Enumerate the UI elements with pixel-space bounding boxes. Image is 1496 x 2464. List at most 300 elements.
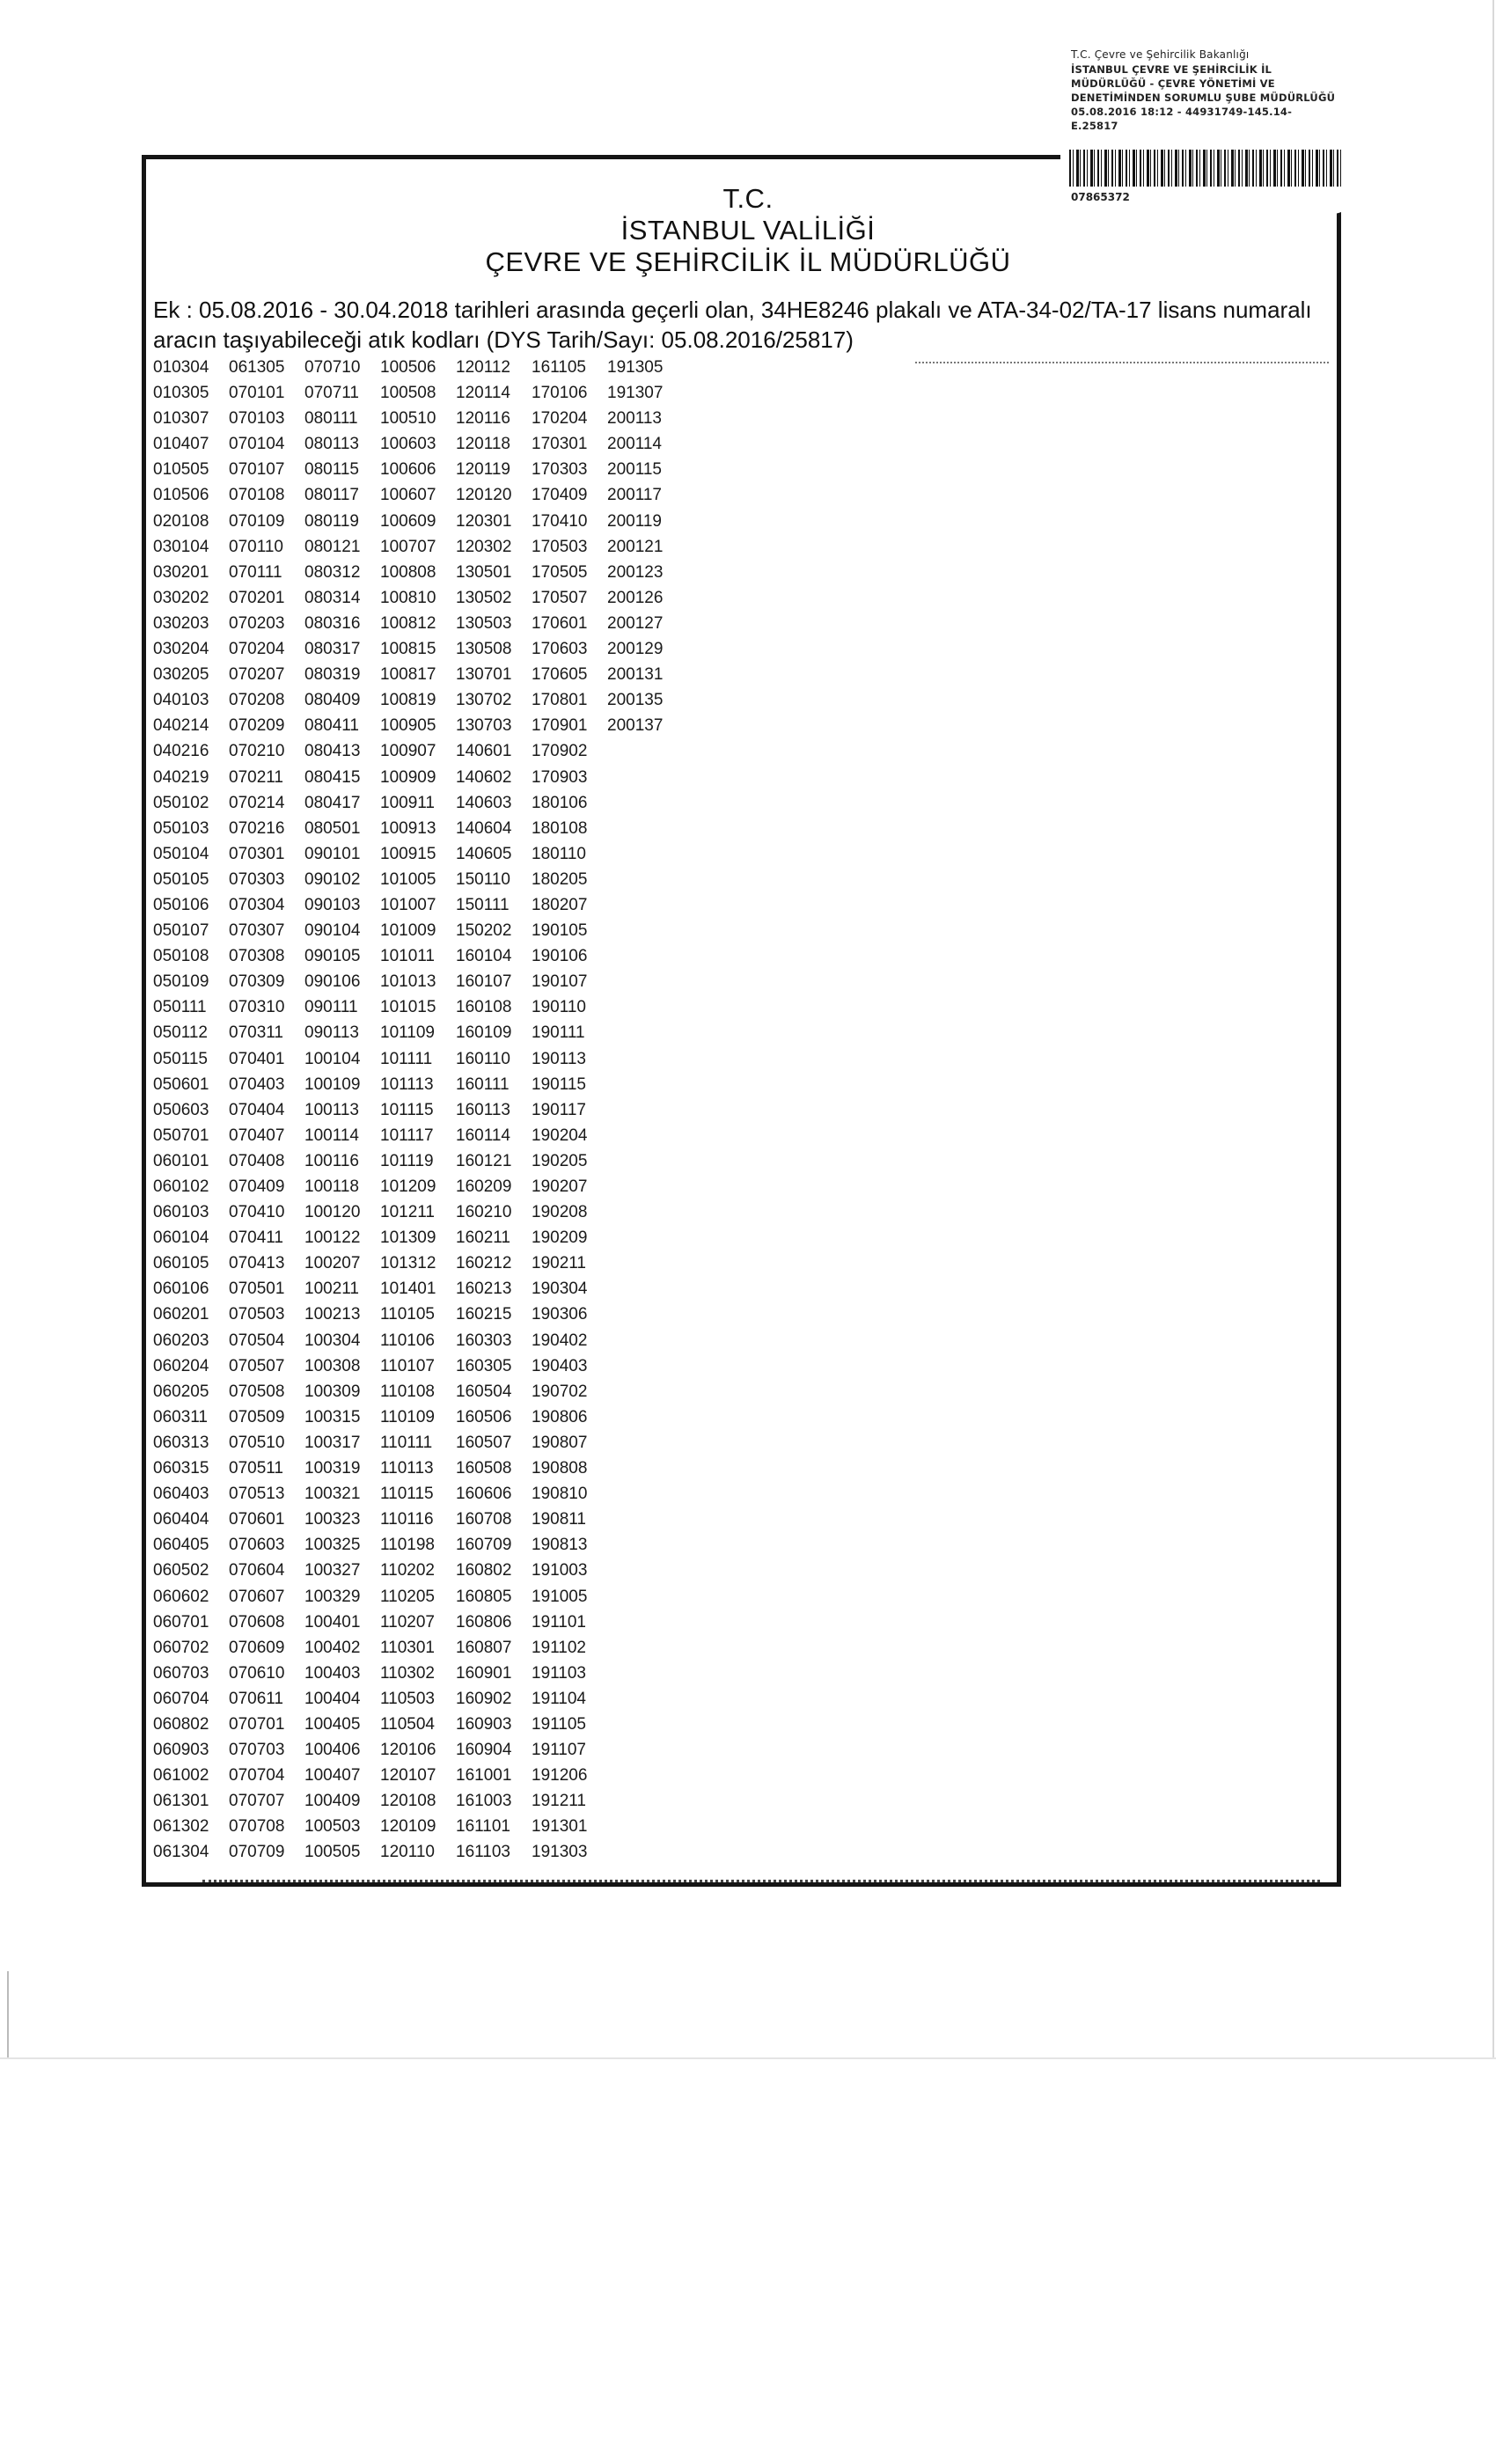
waste-code: 200127: [607, 613, 664, 633]
waste-code: 070403: [229, 1074, 285, 1094]
waste-code: 160807: [456, 1638, 512, 1657]
waste-code: 190209: [532, 1228, 588, 1248]
code-row: [153, 1737, 683, 1763]
waste-code: 190115: [532, 1074, 586, 1094]
code-row: [153, 380, 683, 406]
waste-code: 060602: [153, 1587, 209, 1606]
waste-code: 130703: [456, 716, 512, 736]
waste-code: 190811: [532, 1510, 586, 1529]
code-row: [153, 534, 683, 560]
waste-code: 110302: [380, 1663, 435, 1683]
waste-code: 050109: [153, 972, 209, 992]
waste-code: 090101: [304, 844, 361, 863]
waste-code: 070508: [229, 1382, 285, 1401]
code-row: [153, 662, 683, 687]
code-row: [153, 482, 683, 508]
scan-artifact-line: [915, 362, 1329, 363]
waste-code: 050107: [153, 921, 209, 941]
waste-code: 080113: [304, 435, 359, 454]
waste-code: 061305: [229, 358, 285, 377]
waste-code: 190106: [532, 947, 588, 966]
waste-code: 050103: [153, 818, 209, 838]
waste-code: 060201: [153, 1305, 209, 1324]
waste-code: 100907: [380, 742, 436, 761]
code-row: [153, 1456, 683, 1481]
waste-code: 191301: [532, 1817, 588, 1837]
waste-code: 070413: [229, 1254, 285, 1273]
page-edge-bottom: [0, 2057, 1496, 2059]
waste-code: 100603: [380, 435, 436, 454]
code-row: [153, 994, 683, 1020]
waste-code: 200137: [607, 716, 664, 736]
waste-code: 070601: [229, 1510, 285, 1529]
waste-code: 010506: [153, 486, 209, 505]
waste-code: 160108: [456, 998, 512, 1017]
waste-code: 070308: [229, 947, 285, 966]
code-row: [153, 1072, 683, 1097]
waste-code: 070210: [229, 742, 285, 761]
waste-code: 170106: [532, 384, 588, 403]
waste-code: 070309: [229, 972, 285, 992]
waste-code: 160902: [456, 1689, 512, 1708]
waste-code: 100707: [380, 537, 436, 556]
waste-code: 100401: [304, 1612, 361, 1632]
waste-code: 160213: [456, 1280, 512, 1299]
waste-code: 160806: [456, 1612, 512, 1632]
waste-code: 070404: [229, 1100, 285, 1119]
code-row: [153, 1302, 683, 1327]
waste-code: 070207: [229, 665, 285, 685]
waste-code: 070708: [229, 1817, 285, 1837]
waste-code: 191101: [532, 1612, 586, 1632]
waste-code: 070204: [229, 640, 285, 659]
code-row: [153, 713, 683, 738]
code-row: [153, 738, 683, 764]
waste-code: 061304: [153, 1843, 209, 1862]
waste-code: 101209: [380, 1177, 436, 1196]
waste-code: 200114: [607, 435, 662, 454]
waste-code: 030201: [153, 562, 209, 582]
waste-code: 030204: [153, 640, 209, 659]
waste-code: 190110: [532, 998, 586, 1017]
waste-code: 050108: [153, 947, 209, 966]
code-row: [153, 355, 683, 380]
waste-code: 170301: [532, 435, 588, 454]
waste-code: 100118: [304, 1177, 359, 1196]
waste-code: 190306: [532, 1305, 588, 1324]
waste-code: 161003: [456, 1792, 512, 1811]
waste-code: 140601: [456, 742, 512, 761]
waste-code: 190204: [532, 1126, 588, 1145]
code-row: [153, 1558, 683, 1583]
waste-code: 120301: [456, 511, 512, 531]
waste-code: 160506: [456, 1407, 512, 1426]
waste-code: 080119: [304, 511, 359, 531]
waste-code: 180106: [532, 793, 588, 812]
waste-code: 170507: [532, 588, 588, 607]
code-row: [153, 585, 683, 611]
code-row: [153, 1481, 683, 1507]
waste-code: 060204: [153, 1356, 209, 1375]
waste-code: 080115: [304, 460, 359, 480]
waste-code: 070609: [229, 1638, 285, 1657]
waste-code: 060105: [153, 1254, 209, 1273]
waste-code: 170410: [532, 511, 588, 531]
waste-code: 120106: [380, 1741, 436, 1760]
waste-code: 070709: [229, 1843, 285, 1862]
waste-code: 060315: [153, 1459, 209, 1478]
waste-code: 190806: [532, 1407, 588, 1426]
waste-code: 200131: [607, 665, 664, 685]
waste-code: 100323: [304, 1510, 361, 1529]
waste-code: 161001: [456, 1766, 512, 1786]
code-row: [153, 1123, 683, 1148]
waste-code: 120114: [456, 384, 510, 403]
waste-code: 160209: [456, 1177, 512, 1196]
code-row: [153, 636, 683, 662]
code-row: [153, 1584, 683, 1610]
waste-code: 101211: [380, 1203, 435, 1222]
waste-code: 101009: [380, 921, 436, 941]
waste-code: 110198: [380, 1536, 435, 1555]
waste-code: 100404: [304, 1689, 361, 1708]
stamp-line: İSTANBUL ÇEVRE VE ŞEHİRCİLİK İL: [1071, 63, 1272, 76]
waste-code: 050601: [153, 1074, 209, 1094]
waste-code: 120119: [456, 460, 510, 480]
code-row: [153, 431, 683, 457]
waste-code: 120109: [380, 1817, 436, 1837]
waste-code: 190810: [532, 1485, 588, 1504]
waste-code: 170601: [532, 613, 588, 633]
waste-code: 140602: [456, 767, 512, 787]
waste-code: 070103: [229, 409, 285, 429]
waste-code: 070513: [229, 1485, 285, 1504]
waste-code: 101013: [380, 972, 436, 992]
waste-code: 200119: [607, 511, 662, 531]
waste-code: 100909: [380, 767, 436, 787]
waste-code: 060703: [153, 1663, 209, 1683]
waste-code: 040103: [153, 691, 209, 710]
waste-code: 100329: [304, 1587, 361, 1606]
code-row: [153, 1020, 683, 1045]
waste-code: 080413: [304, 742, 361, 761]
waste-code: 170902: [532, 742, 588, 761]
waste-code: 180108: [532, 818, 588, 838]
stamp-line: MÜDÜRLÜĞÜ - ÇEVRE YÖNETİMİ VE: [1071, 77, 1275, 90]
waste-code: 100317: [304, 1433, 361, 1452]
waste-code: 100327: [304, 1561, 361, 1580]
waste-code: 160210: [456, 1203, 512, 1222]
waste-code: 070711: [304, 384, 359, 403]
waste-code: 090105: [304, 947, 361, 966]
waste-code: 070510: [229, 1433, 285, 1452]
code-row: [153, 1610, 683, 1635]
waste-code: 070410: [229, 1203, 285, 1222]
waste-code: 130503: [456, 613, 512, 633]
waste-code: 160212: [456, 1254, 512, 1273]
waste-code: 100309: [304, 1382, 361, 1401]
waste-code: 191107: [532, 1741, 586, 1760]
waste-code: 050112: [153, 1023, 208, 1043]
waste-code: 060102: [153, 1177, 209, 1196]
waste-code: 160110: [456, 1049, 510, 1068]
waste-code: 070707: [229, 1792, 285, 1811]
waste-code: 190807: [532, 1433, 588, 1452]
waste-code: 190205: [532, 1151, 588, 1170]
waste-code: 160111: [456, 1074, 510, 1094]
code-row: [153, 1712, 683, 1737]
stamp-line: T.C. Çevre ve Şehircilik Bakanlığı: [1071, 48, 1250, 61]
scan-artifact-line: [202, 1880, 1320, 1882]
code-row: [153, 1661, 683, 1686]
waste-code: 060702: [153, 1638, 209, 1657]
waste-code: 190107: [532, 972, 588, 992]
waste-code: 200135: [607, 691, 664, 710]
code-row: [153, 1353, 683, 1379]
waste-code: 160114: [456, 1126, 510, 1145]
code-row: [153, 1225, 683, 1250]
waste-code: 120107: [380, 1766, 436, 1786]
waste-code: 100319: [304, 1459, 361, 1478]
waste-code: 101011: [380, 947, 435, 966]
waste-code: 070504: [229, 1331, 285, 1350]
waste-code: 101401: [380, 1280, 436, 1299]
waste-code: 120108: [380, 1792, 436, 1811]
waste-code: 150111: [456, 895, 510, 914]
waste-code: 100109: [304, 1074, 361, 1094]
code-row: [153, 816, 683, 841]
waste-code: 110111: [380, 1433, 433, 1452]
waste-code: 070304: [229, 895, 285, 914]
code-row: [153, 1839, 683, 1865]
waste-code: 060701: [153, 1612, 209, 1632]
waste-code: 161105: [532, 358, 586, 377]
stamp-line: E.25817: [1071, 120, 1118, 132]
waste-code: 170503: [532, 537, 588, 556]
waste-code: 180205: [532, 869, 588, 889]
waste-code: 070407: [229, 1126, 285, 1145]
waste-code: 070611: [229, 1689, 283, 1708]
code-row: [153, 918, 683, 943]
barcode-icon: [1069, 150, 1344, 187]
waste-code: 070109: [229, 511, 285, 531]
waste-code: 130502: [456, 588, 512, 607]
waste-code: 120118: [456, 435, 510, 454]
waste-code: 070703: [229, 1741, 285, 1760]
waste-code: 060403: [153, 1485, 209, 1504]
waste-code: 010305: [153, 384, 209, 403]
waste-code: 161101: [456, 1817, 510, 1837]
waste-code: 200117: [607, 486, 662, 505]
page-edge-left: [7, 1971, 9, 2057]
waste-code: 170605: [532, 665, 588, 685]
waste-code: 090102: [304, 869, 361, 889]
waste-code: 191003: [532, 1561, 588, 1580]
waste-code: 060104: [153, 1228, 209, 1248]
waste-code: 110107: [380, 1356, 435, 1375]
waste-code: 080317: [304, 640, 361, 659]
waste-code: 030203: [153, 613, 209, 633]
waste-code: 100308: [304, 1356, 361, 1375]
waste-code: 160104: [456, 947, 512, 966]
code-row: [153, 687, 683, 713]
waste-code: 110205: [380, 1587, 435, 1606]
waste-code: 050102: [153, 793, 209, 812]
waste-code: 100315: [304, 1407, 361, 1426]
waste-code: 101109: [380, 1023, 435, 1043]
waste-code: 070110: [229, 537, 283, 556]
waste-code: 100506: [380, 358, 436, 377]
waste-code: 060106: [153, 1280, 209, 1299]
waste-code: 010505: [153, 460, 209, 480]
waste-code: 080415: [304, 767, 361, 787]
waste-code: 160507: [456, 1433, 512, 1452]
waste-code: 190207: [532, 1177, 588, 1196]
waste-code: 190111: [532, 1023, 585, 1043]
waste-code: 170801: [532, 691, 588, 710]
waste-code: 050106: [153, 895, 209, 914]
waste-code: 191303: [532, 1843, 588, 1862]
waste-code: 070501: [229, 1280, 285, 1299]
waste-code: 100606: [380, 460, 436, 480]
waste-code: 190702: [532, 1382, 588, 1401]
waste-code: 110301: [380, 1638, 435, 1657]
waste-code: 050603: [153, 1100, 209, 1119]
waste-code: 070101: [229, 384, 285, 403]
waste-code: 170303: [532, 460, 588, 480]
waste-code: 070710: [304, 358, 361, 377]
waste-code: 160107: [456, 972, 512, 992]
waste-code: 100304: [304, 1331, 361, 1350]
waste-code: 070409: [229, 1177, 285, 1196]
waste-code: 100510: [380, 409, 436, 429]
waste-code: 101117: [380, 1126, 434, 1145]
waste-code: 070604: [229, 1561, 285, 1580]
code-row: [153, 765, 683, 790]
waste-code: 070310: [229, 998, 285, 1017]
waste-code: 080411: [304, 716, 359, 736]
waste-code: 070107: [229, 460, 285, 480]
waste-code: 070603: [229, 1536, 285, 1555]
waste-code: 060101: [153, 1151, 209, 1170]
waste-code: 190402: [532, 1331, 588, 1350]
waste-code: 070610: [229, 1663, 285, 1683]
code-row: [153, 1199, 683, 1225]
waste-code: 100213: [304, 1305, 361, 1324]
code-row: [153, 611, 683, 636]
waste-code: 160504: [456, 1382, 512, 1401]
waste-code: 060502: [153, 1561, 209, 1580]
code-row: [153, 1250, 683, 1276]
waste-code: 070303: [229, 869, 285, 889]
header-valilik: İSTANBUL VALİLİĞİ: [620, 215, 876, 246]
waste-code: 160904: [456, 1741, 512, 1760]
waste-code: 120110: [380, 1843, 435, 1862]
waste-code: 030202: [153, 588, 209, 607]
waste-code: 060802: [153, 1714, 209, 1734]
waste-code: 191305: [607, 358, 664, 377]
code-row: [153, 1328, 683, 1353]
waste-code: 100815: [380, 640, 436, 659]
waste-code: 190117: [532, 1100, 586, 1119]
code-row: [153, 1174, 683, 1199]
code-row: [153, 1046, 683, 1072]
waste-code: 060205: [153, 1382, 209, 1401]
code-row: [153, 867, 683, 892]
waste-code: 160802: [456, 1561, 512, 1580]
waste-code: 130701: [456, 665, 512, 685]
waste-code: 070211: [229, 767, 283, 787]
stamp-line: 05.08.2016 18:12 - 44931749-145.14-: [1071, 106, 1293, 118]
waste-code: 130702: [456, 691, 512, 710]
waste-code: 010407: [153, 435, 209, 454]
waste-code: 070208: [229, 691, 285, 710]
waste-code: 160508: [456, 1459, 512, 1478]
waste-code: 040216: [153, 742, 209, 761]
waste-code: 100609: [380, 511, 436, 531]
waste-code: 140605: [456, 844, 512, 863]
waste-code: 160113: [456, 1100, 510, 1119]
waste-code: 010307: [153, 409, 209, 429]
code-row: [153, 1276, 683, 1302]
waste-code: 080409: [304, 691, 361, 710]
waste-code: 160708: [456, 1510, 512, 1529]
waste-code: 070701: [229, 1714, 285, 1734]
waste-code: 160303: [456, 1331, 512, 1350]
waste-code: 100503: [304, 1817, 361, 1837]
waste-code: 100812: [380, 613, 436, 633]
waste-code: 100211: [304, 1280, 359, 1299]
waste-code: 100122: [304, 1228, 361, 1248]
stamp-line: DENETİMİNDEN SORUMLU ŞUBE MÜDÜRLÜĞÜ: [1071, 92, 1336, 104]
waste-code: 190211: [532, 1254, 586, 1273]
waste-code: 160121: [456, 1151, 512, 1170]
waste-code: 100120: [304, 1203, 361, 1222]
waste-code: 070104: [229, 435, 285, 454]
waste-code: 170603: [532, 640, 588, 659]
waste-code: 110108: [380, 1382, 435, 1401]
waste-code: 190808: [532, 1459, 588, 1478]
waste-code: 101113: [380, 1074, 434, 1094]
waste-code: 100116: [304, 1151, 359, 1170]
waste-code: 190208: [532, 1203, 588, 1222]
waste-code: 070509: [229, 1407, 285, 1426]
waste-code: 101005: [380, 869, 436, 889]
code-row: [153, 560, 683, 585]
waste-code: 070408: [229, 1151, 285, 1170]
waste-code: 101312: [380, 1254, 436, 1273]
waste-code: 100808: [380, 562, 436, 582]
waste-code: 160606: [456, 1485, 512, 1504]
waste-code: 110106: [380, 1331, 435, 1350]
waste-code: 080316: [304, 613, 361, 633]
waste-code: 070301: [229, 844, 285, 863]
waste-code: 080314: [304, 588, 361, 607]
waste-code: 160211: [456, 1228, 510, 1248]
waste-code: 090113: [304, 1023, 359, 1043]
code-row: [153, 509, 683, 534]
waste-code: 100321: [304, 1485, 361, 1504]
waste-code: 070307: [229, 921, 285, 941]
code-row: [153, 841, 683, 867]
waste-code: 090106: [304, 972, 361, 992]
waste-code: 191105: [532, 1714, 586, 1734]
code-row: [153, 406, 683, 431]
code-row: [153, 1763, 683, 1788]
waste-code: 080319: [304, 665, 361, 685]
waste-code: 050111: [153, 998, 207, 1017]
waste-code: 010304: [153, 358, 209, 377]
